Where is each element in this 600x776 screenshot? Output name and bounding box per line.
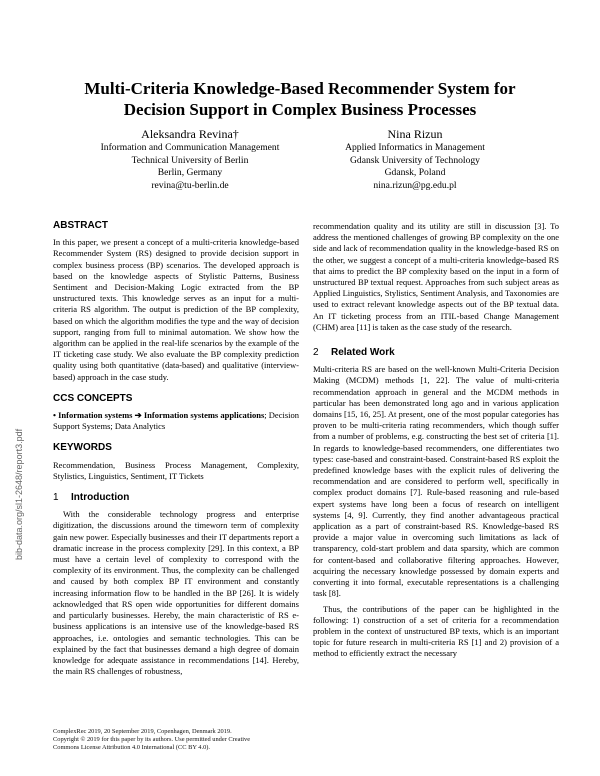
footer-line: Copyright © 2019 for this paper by its authors. Use permitted under Creative [53,736,251,743]
paper-title [40,78,560,120]
side-watermark: bib-data.org/sl1-2648/report3.pdf [14,428,24,560]
keywords-heading: KEYWORDS [53,442,112,454]
related-work-heading [313,347,559,358]
title-line-1: Multi-Criteria Knowledge-Based Recommender System for [84,79,516,98]
left-column [53,220,299,681]
footer-line: Commons License Attribution 4.0 International (CC BY 4.0). [53,744,211,751]
copyright-footer [53,728,299,752]
author-email[interactable]: nina.rizun@pg.edu.pl [373,179,457,191]
author-affiliation: Information and Communication Management [100,142,280,153]
ccs-text [53,410,299,432]
author-name: Nina Rizun [387,127,443,141]
author-location: Berlin, Germany [157,167,223,179]
keywords-text: Recommendation, Business Process Management, Complexity, Stylistics, Linguistics, Sentiment, IT Tickets [53,459,299,481]
intro-continued-text: recommendation quality and its utility are still in discussion [3]. To address the mentioned challenges of growing BP complexity on the one side and lack of recommendation quality in the knowledge-based RS on the other, we suggest a concept of a multi-criteria knowledge-based RS that aims to predict the BP complexity based on the input in a form of unstructured BP textual request. Approaches from such subject areas as Applied Linguistics, Stylistics, Sentiment Analysis, and Taxonomies are used to extract relevant knowledge aspects out of the BP textual data. An IT ticketing process from an ITIL-based Change Management (CHM) area [11] is taken as the case study of the research. [313,221,559,332]
author-1 [75,127,305,192]
related-work-p1: Multi-criteria RS are based on the well-known Multi-Criteria Decision Making (MCDM) methods [1, 22]. The value of multi-criteria recommendation approach in general and the MCDM methods in particular has been demonstrated long ago and in various application domains [15, 16, 25]. At present, one of the most popular categories has proven to be multi-criteria rating recommenders, which though suffer from a number of problems, e.g. constructing the best set of criteria [1]. In regards to knowledge-based recommenders, one differentiates two types: case-based and constraint-based. Constraint-based RS exploit the predefined knowledge bases with the explicit rules of delivering the recommendation and are considered to perform well, specifically in complex product domains [7]. Rule-based reasoning and rule-based expert systems have long been a focus of research on intelligent systems [4, 9]. Currently, they find another advantageous practical application as a part of constraint-based RS. Knowledge-based RS provide a major value in overcoming such limitations as lack of transparency, cold-start problem and data sparsity, which are common for content-based and collaborative filtering approaches. However, acquiring the necessary knowledge possessed by domain experts and converting it into formal, executable representations is a challenging task [8]. [313,364,559,599]
abstract-heading: ABSTRACT [53,220,108,231]
ccs-concept-2: Information systems applications [143,410,265,421]
abstract-text: In this paper, we present a concept of a multi-criteria knowledge-based Recommender System (RS) designed to provide decision support in complex business process (BP) scenarios. The developed approach is based on the knowledge aspects of Stylistic Patterns, Business Sentiment and Decision-Making Logic extracted from the BP unstructured texts. This knowledge serves as an input for a multi-criteria RS algorithm. The output is prediction of the BP complexity, based on which the algorithm modifies the type and the way of decision support, ranging from full to minimal automation. We show how the algorithm can be applied in the real-life scenarios by the example of the IT ticketing case study. We also evaluate the BP complexity prediction quality using both quantitative (data-based) and qualitative (interview-based) approach in the case study. [53,237,299,382]
ccs-heading: CCS CONCEPTS [53,392,133,404]
ccs-arrow-icon: ➔ [132,410,144,421]
author-2 [300,127,530,192]
related-work-p2: Thus, the contributions of the paper can be highlighted in the following: 1) construction of a set of criteria for a recommendation problem in the context of unstructured BP texts, which is an important topic for future research in multi-criteria RS [1] and 2) provision of a method to efficiently extract the necessary [313,603,559,659]
author-institution: Gdansk University of Technology [350,154,480,166]
ccs-concept-1: • Information systems [53,410,133,421]
section-number: 2 [313,347,319,359]
right-column [313,221,559,664]
ccs-rest: ; Decision Support Systems; Data Analytics [53,410,299,432]
author-institution: Technical University of Berlin [131,154,249,166]
author-email[interactable]: revina@tu-berlin.de [151,179,229,191]
section-title: Introduction [71,492,130,504]
author-name: Aleksandra Revina† [141,127,239,141]
intro-text: With the considerable technology progress and enterprise digitization, the discussions around the timeworn term of complexity gain new power. Especially businesses and their IT departments report a dramatic increase in the process complexity [29]. In this context, a BP must have a certain level of complexity to correspond with the complexity of its environment. Thus, the complexity can be challenged and caused by both complex BP IT environment and constantly increasing information flow to be handled in the BP [26]. It is widely acknowledged that RS open wide opportunities for different domains and particularly businesses. Hereby, the main characteristic of RS e-business applications is an intensive use of the knowledge-based RS approaches, i.e. ontologies and semantic technologies. This can be explained by the fact that businesses demand a high degree of domain knowledge for adequate assistance in recommendations [14]. Hereby, the main RS challenges of robustness, [53,509,299,677]
intro-heading [53,492,299,503]
title-line-2: Decision Support in Complex Business Processes [123,100,477,119]
section-number: 1 [53,492,59,504]
footer-line: ComplexRec 2019, 20 September 2019, Copenhagen, Denmark 2019. [53,728,232,735]
author-location: Gdansk, Poland [384,167,446,179]
author-affiliation: Applied Informatics in Management [345,142,485,153]
section-title: Related Work [331,347,395,359]
